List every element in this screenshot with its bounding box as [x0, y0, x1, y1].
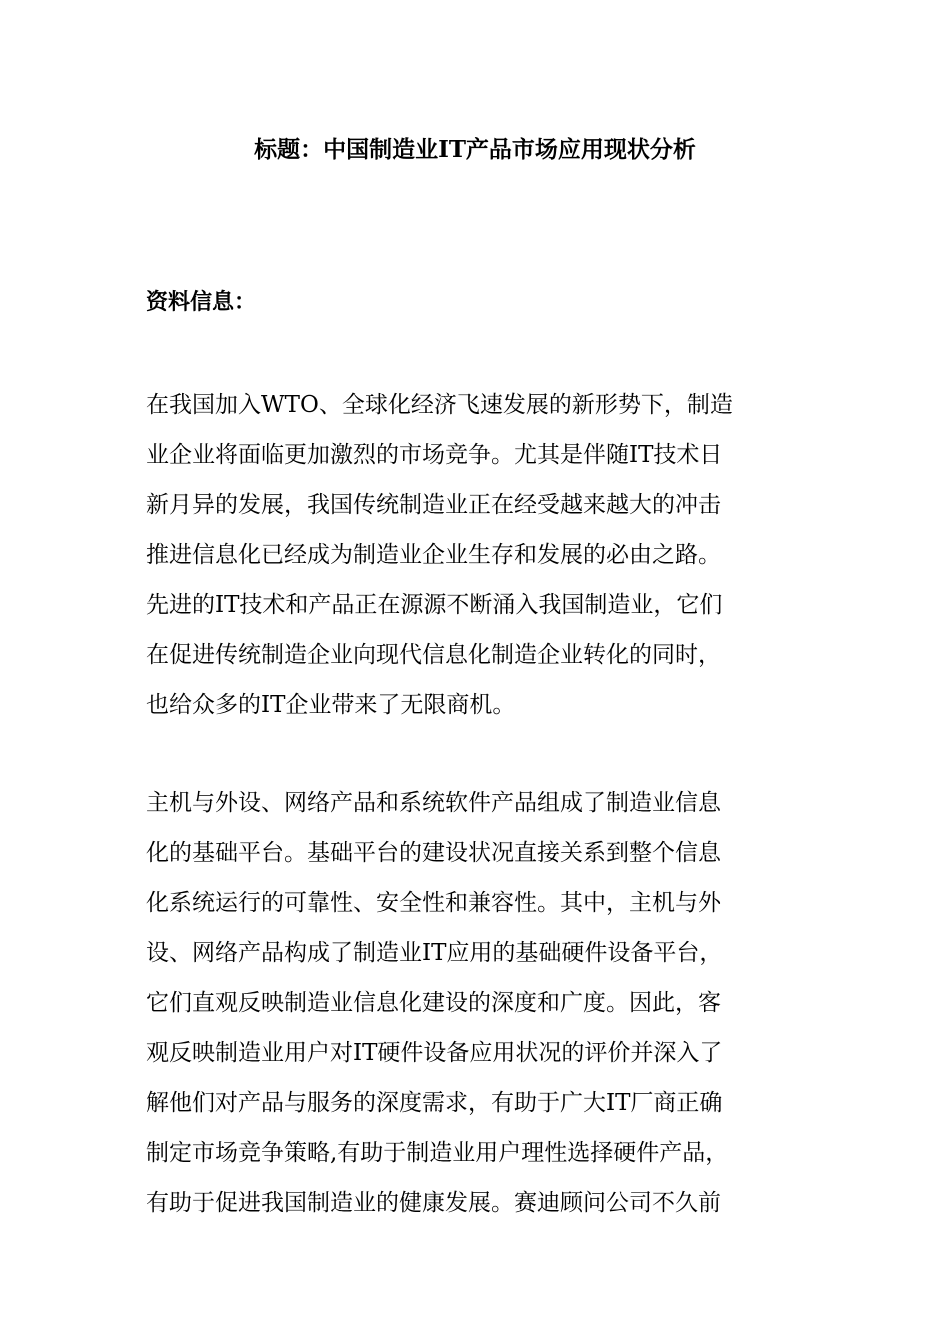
paragraph-line: 观反映制造业用户对IT硬件设备应用状况的评价并深入了 [146, 1040, 723, 1066]
paragraph-line: 先进的IT技术和产品正在源源不断涌入我国制造业，它们 [146, 592, 723, 618]
paragraph-line: 也给众多的IT企业带来了无限商机。 [146, 692, 516, 718]
paragraph-line: 化的基础平台。基础平台的建设状况直接关系到整个信息 [146, 840, 721, 866]
section-label: 资料信息： [146, 289, 257, 315]
paragraph-line: 业企业将面临更加激烈的市场竞争。尤其是伴随IT技术日 [146, 442, 723, 468]
paragraph-line: 在我国加入WTO、全球化经济飞速发展的新形势下，制造 [146, 392, 733, 418]
paragraph-line: 在促进传统制造企业向现代信息化制造企业转化的同时， [146, 642, 721, 668]
paragraph-line: 主机与外设、网络产品和系统软件产品组成了制造业信息 [146, 790, 721, 816]
paragraph-line: 解他们对产品与服务的深度需求，有助于广大IT厂商正确 [146, 1090, 723, 1116]
paragraph-2 [146, 778, 816, 1228]
paragraph-line: 推进信息化已经成为制造业企业生存和发展的必由之路。 [146, 542, 721, 568]
paragraph-line: 新月异的发展，我国传统制造业正在经受越来越大的冲击 [146, 492, 721, 518]
paragraph-1 [146, 380, 816, 730]
paragraph-line: 设、网络产品构成了制造业IT应用的基础硬件设备平台， [146, 940, 723, 966]
document-title: 标题：中国制造业IT产品市场应用现状分析 [254, 136, 696, 163]
paragraph-line: 有助于促进我国制造业的健康发展。赛迪顾问公司不久前 [146, 1190, 721, 1216]
paragraph-line: 它们直观反映制造业信息化建设的深度和广度。因此，客 [146, 990, 721, 1016]
paragraph-line: 制定市场竞争策略,有助于制造业用户理性选择硬件产品， [146, 1140, 729, 1166]
paragraph-line: 化系统运行的可靠性、安全性和兼容性。其中，主机与外 [146, 890, 721, 916]
